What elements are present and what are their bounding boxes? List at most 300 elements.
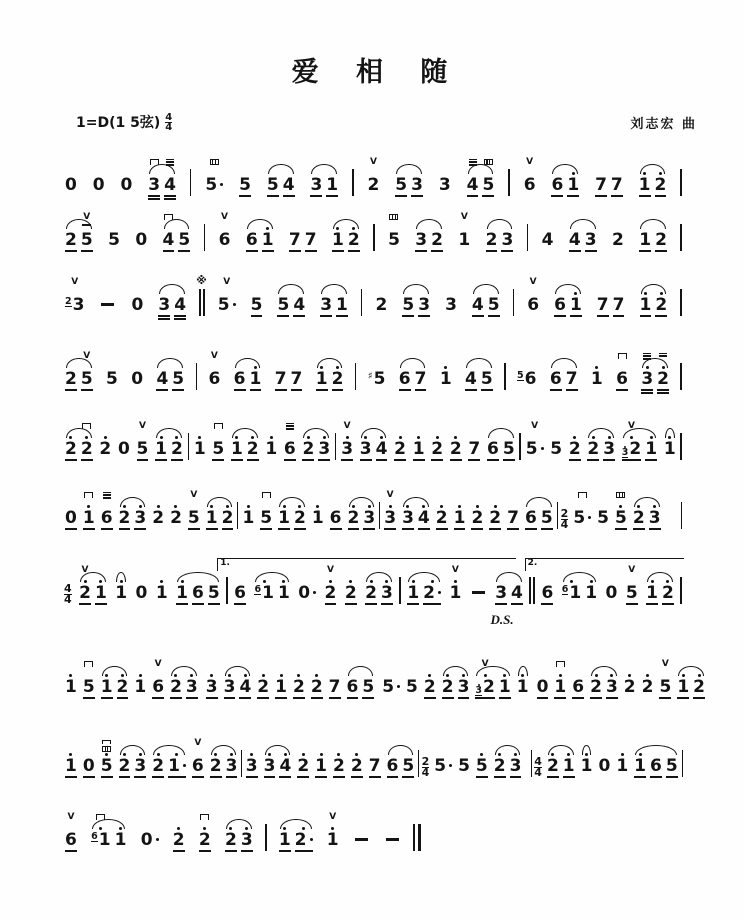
note-digit: [152, 509, 164, 527]
key-signature: [76, 112, 172, 132]
note-group: [492, 566, 526, 611]
underline: [291, 389, 303, 391]
digit: 1: [312, 509, 324, 527]
digit: 4: [293, 296, 305, 314]
beam-underlines: [101, 776, 113, 783]
digit: 2: [295, 831, 307, 849]
note-group: [131, 660, 149, 705]
beam-underlines: [101, 697, 113, 704]
underline: [467, 195, 479, 197]
underline: [163, 250, 175, 252]
beam-underlines: [275, 697, 287, 704]
barline: [519, 433, 521, 460]
digit: 3: [495, 584, 507, 602]
note-digit: [254, 584, 273, 602]
beam-underlines: [468, 459, 480, 466]
note-digit: [365, 584, 377, 602]
beam-underlines: [158, 315, 170, 322]
beam-underlines: [134, 697, 146, 704]
note-digit: [267, 176, 279, 194]
note-digit: [415, 231, 427, 249]
underline: [65, 459, 77, 461]
digit: 6: [525, 370, 537, 388]
finger-line: [166, 161, 174, 162]
underline: [501, 250, 513, 252]
note-digit: [164, 176, 176, 194]
beam-underlines: [597, 315, 609, 322]
note-marks: [286, 422, 294, 435]
barline-stroke: [529, 577, 531, 604]
key-text: 1=D(1 5弦): [76, 112, 160, 132]
note-digit: [363, 509, 375, 527]
beam-underlines: [640, 315, 652, 322]
digit: 3: [320, 296, 332, 314]
note-group: [209, 422, 227, 467]
note-group: [290, 660, 308, 705]
digit: 2: [152, 509, 164, 527]
underline: [507, 528, 519, 530]
digit: 0: [136, 584, 148, 602]
augmentation-dot: [588, 516, 591, 519]
note-group: [251, 566, 292, 611]
digit: 1: [95, 584, 107, 602]
beam-underlines: [439, 195, 451, 202]
segno-icon: ※: [196, 274, 207, 287]
digit: 3: [439, 176, 451, 194]
note-digit: [81, 370, 93, 388]
underline: [302, 459, 314, 461]
underline: [326, 195, 338, 197]
note-marks: [461, 213, 468, 226]
note-digit: [206, 509, 218, 527]
digit: 1: [458, 231, 470, 249]
underline: [411, 195, 423, 197]
digit: 0: [121, 176, 133, 194]
note-digit: [517, 370, 536, 388]
beam-underlines: [330, 528, 342, 535]
beam-underlines: [475, 697, 494, 704]
underline: [164, 198, 176, 200]
time-sig-bottom: 4: [64, 594, 72, 605]
note-digit: [219, 231, 231, 249]
note-digit: [327, 831, 339, 849]
digit: 7: [291, 370, 303, 388]
digit: 1: [634, 757, 646, 775]
beam-underlines: [395, 195, 407, 202]
note-group: [613, 352, 631, 397]
digit: 1: [326, 176, 338, 194]
underline: [279, 776, 291, 778]
note-digit: [482, 176, 494, 194]
barline: [680, 363, 682, 390]
note-marks: [344, 422, 351, 435]
beam-underlines: [91, 850, 110, 857]
note: [310, 491, 326, 536]
up-bow-mark: V: [83, 213, 90, 222]
note-digit: [487, 440, 499, 458]
digit: 7: [369, 757, 381, 775]
note-group: [609, 213, 627, 258]
underline: [65, 528, 77, 530]
underline: [415, 389, 427, 391]
note: [150, 660, 166, 705]
beam-underlines: [634, 776, 646, 783]
underline: [158, 315, 170, 317]
digit: 6: [525, 509, 537, 527]
note-digit: [360, 440, 372, 458]
digit: 4: [542, 231, 554, 249]
note: [366, 158, 382, 203]
digit: 2: [348, 509, 360, 527]
digit: 5: [81, 231, 93, 249]
beam-underlines: [320, 315, 332, 322]
digit: 2: [325, 584, 337, 602]
note-group: [231, 352, 265, 397]
note-group: [149, 491, 167, 536]
note-digit: [171, 440, 183, 458]
underline: [65, 776, 77, 778]
finger-4-mark: [616, 492, 625, 498]
beam-underlines: [633, 528, 645, 535]
beam-underlines: [569, 250, 581, 257]
underline: [101, 776, 113, 778]
underline: [310, 195, 322, 197]
finger-bar: [215, 160, 216, 164]
note-digit: [134, 509, 146, 527]
beam-underlines: [503, 459, 515, 466]
sheet-music-page: [0, 50, 745, 921]
ds-marking: D.S.: [490, 612, 513, 628]
beam-underlines: [226, 776, 238, 783]
note-digit: [458, 231, 470, 249]
underline: [257, 697, 269, 699]
note-group: [656, 660, 674, 705]
beam-underlines: [297, 776, 309, 783]
note-digit: [134, 757, 146, 775]
beam-underlines: [402, 776, 414, 783]
note: [609, 158, 625, 203]
beam-underlines: [616, 389, 628, 396]
beam-underlines: [641, 389, 653, 396]
note-digit: [174, 296, 186, 314]
finger-bar: [619, 493, 620, 497]
digit: 6: [208, 370, 220, 388]
barline: [361, 289, 363, 316]
note-digit: [210, 757, 222, 775]
note-group: [357, 422, 391, 467]
note-group: [630, 491, 664, 536]
note-marks: [531, 422, 538, 435]
note-group: [191, 422, 209, 467]
note-digit: [486, 231, 498, 249]
note-group: [203, 660, 221, 705]
note: [595, 491, 611, 536]
beam-underlines: [542, 250, 554, 257]
note-digit: [284, 440, 296, 458]
beam-underlines: [176, 603, 188, 610]
beam-underlines: [639, 250, 651, 257]
up-bow-mark: V: [139, 422, 146, 431]
note-digit: [387, 757, 399, 775]
digit: 1: [206, 509, 218, 527]
note-marks: [329, 813, 336, 826]
note-group: [189, 739, 207, 784]
digit: 2: [693, 678, 705, 696]
barline-stroke: [533, 577, 535, 604]
underline: [537, 697, 549, 699]
note: [331, 739, 347, 784]
note: [104, 352, 120, 397]
note-digit: [348, 231, 360, 249]
beam-underlines: [376, 459, 388, 466]
beam-underlines: [537, 697, 549, 704]
note-digit: [394, 440, 406, 458]
underline: [199, 850, 211, 852]
digit: 1: [83, 509, 95, 527]
digit: 1: [616, 757, 628, 775]
finger-bar: [486, 160, 487, 164]
underline: [615, 528, 627, 530]
note-group: [523, 422, 547, 467]
double-barline: [529, 577, 535, 604]
digit: 1: [156, 584, 168, 602]
digit: 2: [171, 440, 183, 458]
note-group: [639, 660, 657, 705]
finger-3-mark: [286, 423, 294, 430]
note-digit: [541, 584, 553, 602]
note-group: [451, 491, 469, 536]
digit: 1: [262, 584, 274, 602]
digit: 5: [476, 757, 488, 775]
note-group: [544, 739, 578, 784]
underline: [192, 603, 204, 605]
note-digit: [163, 231, 175, 249]
barline: [504, 363, 506, 390]
note-group: [115, 422, 133, 467]
note-digit: [121, 176, 133, 194]
digit: 4: [472, 296, 484, 314]
beam-underlines: [155, 459, 167, 466]
note-digit: [633, 509, 645, 527]
beam-underlines: [615, 528, 627, 535]
note-group: [442, 278, 460, 323]
beam-underlines: [495, 603, 507, 610]
beam-underlines: [472, 315, 484, 322]
note-digit: [336, 296, 348, 314]
underline: [239, 195, 251, 197]
note-marks: [616, 491, 625, 504]
beam-underlines: [440, 389, 452, 396]
note-digit: [302, 440, 314, 458]
note-group: [236, 158, 254, 203]
grace-digit: 6: [562, 585, 569, 595]
note-group: [638, 352, 672, 397]
note-digit: [119, 509, 131, 527]
note: [139, 813, 161, 858]
digit: 1: [134, 678, 146, 696]
note: [380, 660, 402, 705]
note: [206, 352, 222, 397]
digit: 1: [250, 370, 262, 388]
barline: [379, 502, 380, 529]
digit: 6: [347, 678, 359, 696]
augmentation-dot: [233, 303, 236, 306]
beam-underlines: [136, 603, 148, 610]
augmentation-dot: [310, 838, 313, 841]
digit: 5: [573, 509, 585, 527]
digit: 0: [598, 757, 610, 775]
digit: 7: [468, 440, 480, 458]
beam-underlines: [241, 850, 253, 857]
note-digit: [395, 176, 407, 194]
note-group: [399, 491, 433, 536]
note-digit: [381, 584, 393, 602]
beam-underlines: [267, 195, 279, 202]
beam-underlines: [257, 697, 269, 704]
note-digit: [226, 757, 238, 775]
note-marks: [530, 278, 537, 291]
underline: [231, 459, 243, 461]
augmentation-dot: [541, 447, 544, 450]
beam-underlines: [341, 459, 353, 466]
beam-underlines: [547, 776, 559, 783]
note: [456, 739, 472, 784]
note-digit: [431, 231, 443, 249]
note: [540, 213, 556, 258]
note-group: [254, 660, 272, 705]
underline: [402, 528, 414, 530]
underline: [241, 850, 253, 852]
underline: [171, 459, 183, 461]
beam-underlines: [156, 389, 168, 396]
time-sig-bottom: 4: [561, 519, 569, 530]
note: [366, 352, 388, 397]
note-digit: [152, 757, 164, 775]
note-digit: [413, 440, 425, 458]
digit: 2: [633, 509, 645, 527]
note-marks: [578, 491, 587, 504]
note: [610, 213, 626, 258]
digit: 3: [606, 678, 618, 696]
note: [622, 660, 638, 705]
up-bow-mark: V: [461, 213, 468, 222]
underline: [234, 603, 246, 605]
note-group: [472, 660, 513, 705]
note-group: [167, 660, 201, 705]
beam-underlines: [295, 850, 313, 857]
note: [614, 352, 630, 397]
underline: [247, 459, 259, 461]
note-digit: [640, 296, 652, 314]
note-group: [566, 213, 600, 258]
underline: [597, 315, 609, 317]
underline: [212, 459, 224, 461]
note: [422, 660, 438, 705]
digit: 7: [611, 176, 623, 194]
time-signature: [422, 757, 430, 778]
note-group: [404, 566, 444, 611]
beam-underlines: [137, 459, 149, 466]
underline: [525, 528, 537, 530]
note-group: [173, 566, 223, 611]
note-digit: [465, 370, 477, 388]
beam-underlines: [117, 697, 129, 704]
note-group: [62, 813, 80, 858]
beam-underlines: [550, 459, 562, 466]
note-digit: [83, 757, 95, 775]
note-digit: [440, 370, 452, 388]
note-group: [88, 813, 129, 858]
note-digit: [135, 231, 147, 249]
note: [63, 660, 79, 705]
note-digit: [332, 231, 344, 249]
underline: [570, 315, 582, 317]
barline: [355, 363, 357, 390]
digit: 6: [487, 440, 499, 458]
note-group: [465, 422, 483, 467]
note-digit: [499, 678, 511, 696]
digit: 1: [278, 509, 290, 527]
underline: [260, 528, 272, 530]
digit: 0: [65, 176, 77, 194]
note-digit: [402, 757, 414, 775]
note-group: [261, 739, 295, 784]
beam-underlines: [541, 528, 553, 535]
note-digit: [666, 757, 678, 775]
digit: 3: [402, 509, 414, 527]
note-group: [272, 660, 290, 705]
barline-stroke-thick: [418, 824, 422, 851]
underline: [239, 697, 251, 699]
underline: [348, 250, 360, 252]
digit: 3: [585, 231, 597, 249]
note-digit: [93, 176, 105, 194]
underline: [225, 850, 237, 852]
note-digit: [312, 509, 324, 527]
up-bow-mark: V: [211, 352, 218, 361]
note-digit: [470, 584, 487, 602]
note-group: [524, 278, 542, 323]
digit: 2: [436, 509, 448, 527]
beam-underlines: [106, 389, 118, 396]
beam-underlines: [655, 195, 667, 202]
note-digit: [542, 231, 554, 249]
note: [548, 422, 564, 467]
underline: [510, 776, 522, 778]
note: [273, 352, 289, 397]
barline: [265, 824, 267, 851]
digit: 2: [65, 440, 77, 458]
underline: [640, 315, 652, 317]
note: [91, 158, 107, 203]
digit: 4: [283, 176, 295, 194]
underline: [172, 389, 184, 391]
note-digit: [442, 678, 454, 696]
music-line-10: [62, 812, 422, 857]
note-group: [153, 566, 171, 611]
note-digit: [170, 509, 182, 527]
finger-line: [643, 355, 651, 356]
underline: [413, 459, 425, 461]
beam-underlines: [482, 195, 494, 202]
note-digit: [65, 296, 84, 314]
note-marks: [389, 213, 398, 226]
note-marks: [200, 813, 209, 826]
digit: 6: [284, 440, 296, 458]
underline: [655, 195, 667, 197]
digit: 4: [569, 231, 581, 249]
beam-underlines: [381, 603, 393, 610]
